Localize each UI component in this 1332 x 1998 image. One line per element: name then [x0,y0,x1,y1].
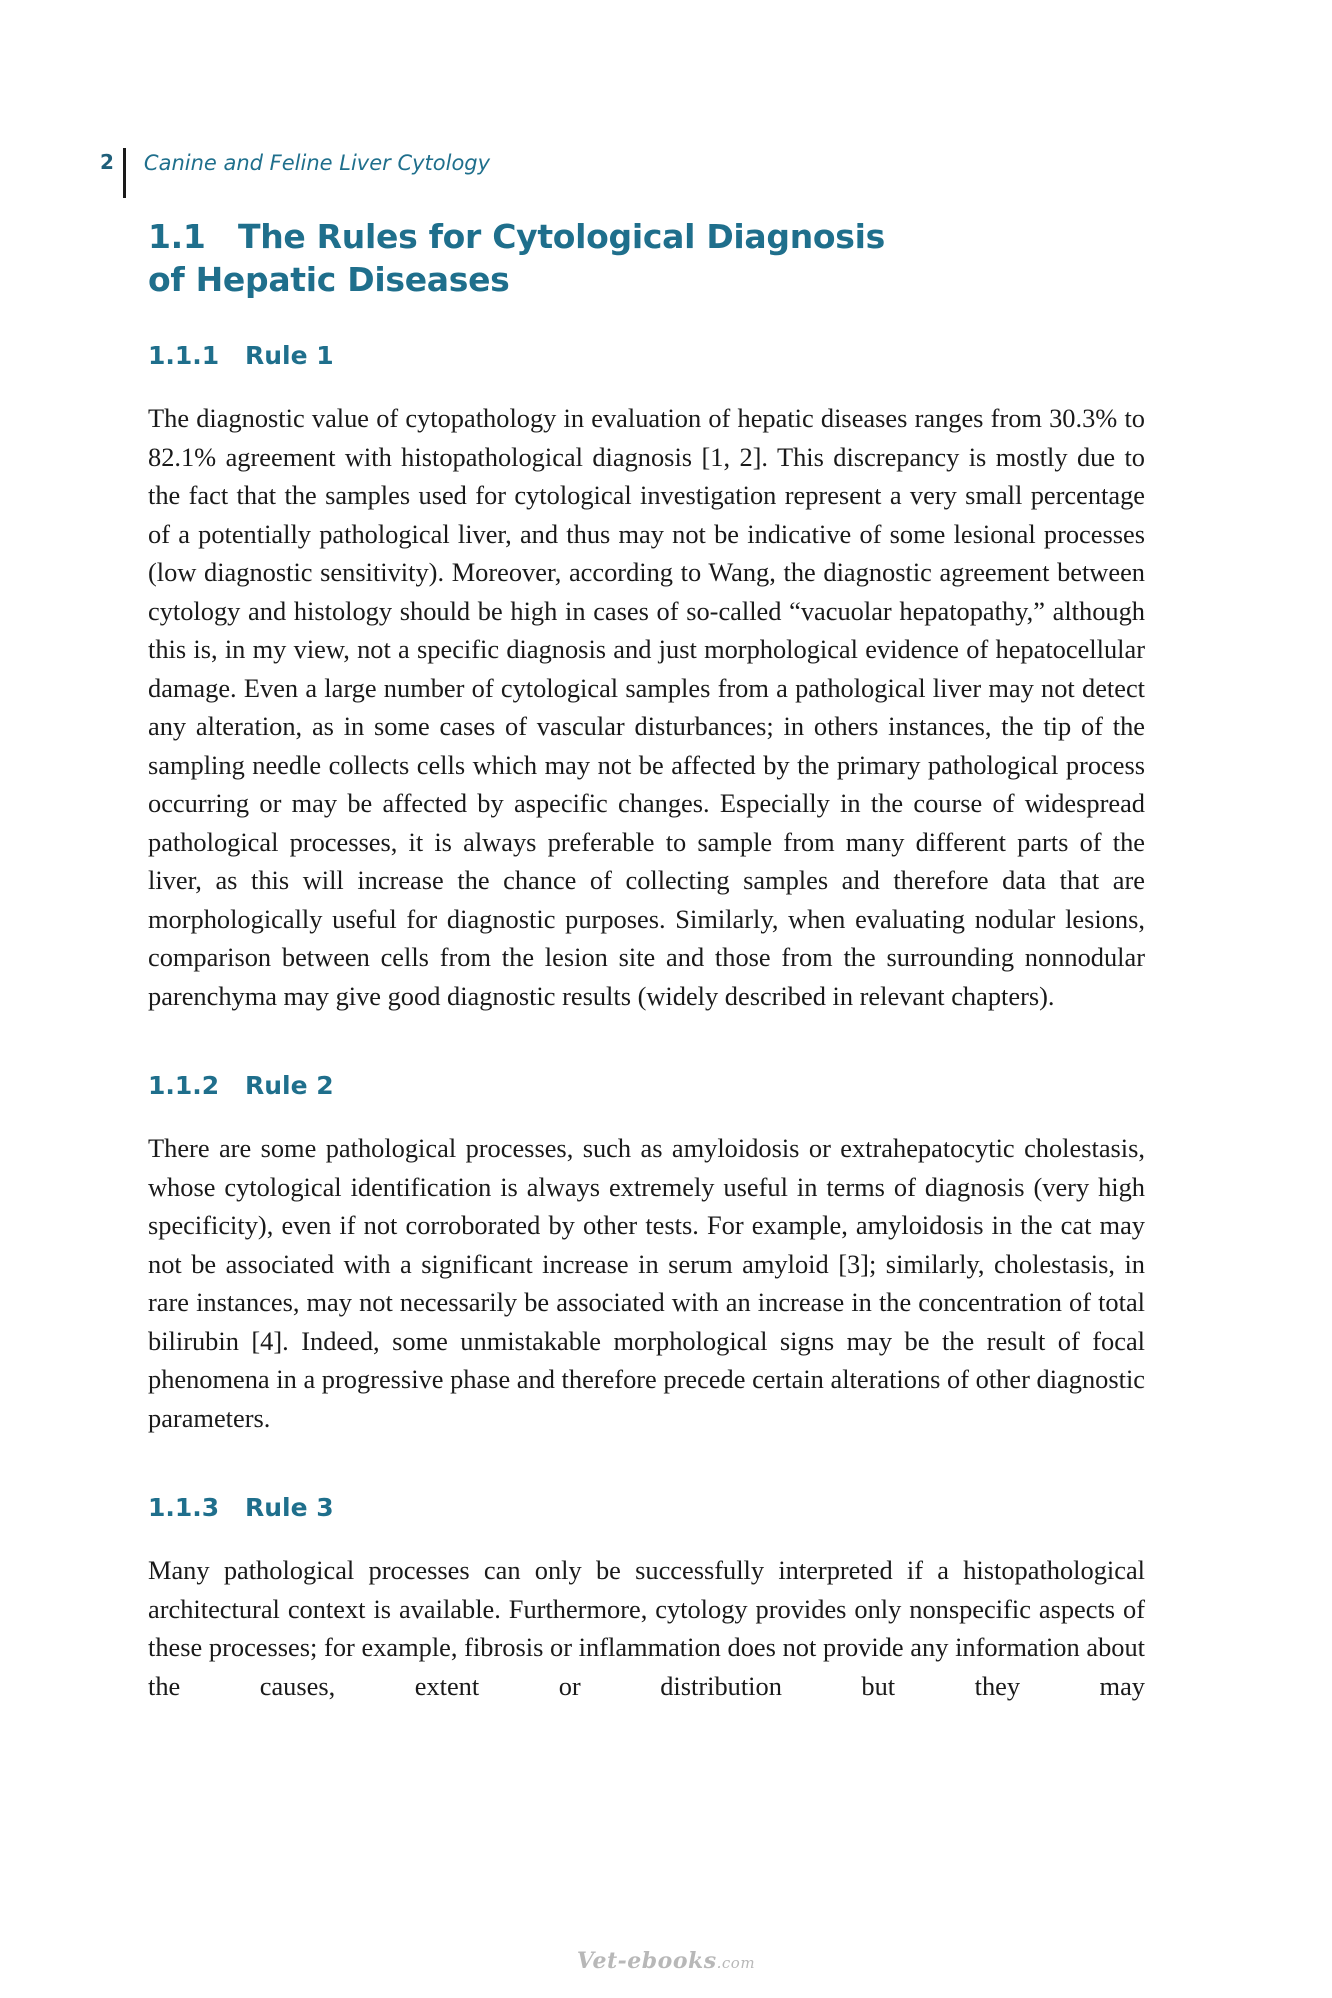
subsection-title: Rule 3 [245,1493,334,1522]
subsection-number: 1.1.2 [148,1071,220,1100]
subsection-title: Rule 1 [245,341,334,370]
running-head-divider [123,148,126,198]
section-title-line1: The Rules for Cytological Diagnosis [238,217,885,256]
subsection-title: Rule 2 [245,1071,334,1100]
watermark-logo-main: Vet-ebooks [576,1948,717,1974]
subsection-heading-rule-1 [148,341,1145,371]
section-title-line2: of Hepatic Diseases [148,260,510,299]
rule-2-paragraph: There are some pathological processes, such as amyloidosis or extrahepatocytic cholestasis, whose cytological identification is always extremely useful in terms of diagnosis (very high specificity), even if not corroborated by other tests. For example, amyloidosis in the cat may not be associated with a significant increase in serum amyloid [3]; similarly, cholestasis, in rare instances, may not necessarily be associated with an increase in the concentration of total bilirubin [4]. Indeed, some unmistakable morphological signs may be the result of focal phenomena in a progressive phase and therefore precede certain alterations of other diagnostic parameters. [148,1133,1145,1433]
page-content [148,215,1145,1705]
section-heading [148,215,1145,301]
subsection-number: 1.1.3 [148,1493,220,1522]
watermark-logo-suffix: .com [716,1954,756,1972]
subsection-heading-rule-3 [148,1493,1145,1523]
rule-3-paragraph: Many pathological processes can only be successfully interpreted if a histopathological architectural context is available. Furthermore, cytology provides only nonspecific aspects of these processes; for example, fibrosis or inflammation does not provide any information about the causes, extent or distribution but they may [148,1555,1145,1701]
section-number: 1.1 [148,217,206,256]
watermark-logo [0,1948,1332,1974]
rule-1-paragraph: The diagnostic value of cytopathology in evaluation of hepatic diseases ranges from 30.3% to 82.1% agreement with histopathological diagnosis [1, 2]. This discrepancy is mostly due to the fact that the samples used for cytological investigation represent a very small percentage of a potentially pathological liver, and thus may not be indicative of some lesional processes (low diagnostic sensitivity). Moreover, according to Wang, the diagnostic agreement between cytology and histology should be high in cases of so-called “vacuolar hepatopathy,” although this is, in my view, not a specific diagnosis and just morphological evidence of hepatocellular damage. Even a large number of cytological samples from a pathological liver may not detect any alteration, as in some cases of vascular disturbances; in others instances, the tip of the sampling needle collects cells which may not be affected by the primary pathological process occurring or may be affected by aspecific changes. Especially in the course of widespread pathological processes, it is always preferable to sample from many different parts of the liver, as this will increase the chance of collecting samples and therefore data that are morphologically useful for diagnostic purposes. Similarly, when evaluating nodular lesions, comparison between cells from the lesion site and those from the surrounding nonnodular parenchyma may give good diagnostic results (widely described in relevant chapters). [148,403,1145,1011]
subsection-heading-rule-2 [148,1071,1145,1101]
page-number: 2 [100,150,114,174]
running-head [100,148,490,198]
subsection-number: 1.1.1 [148,341,220,370]
book-title: Canine and Feline Liver Cytology [143,151,491,175]
